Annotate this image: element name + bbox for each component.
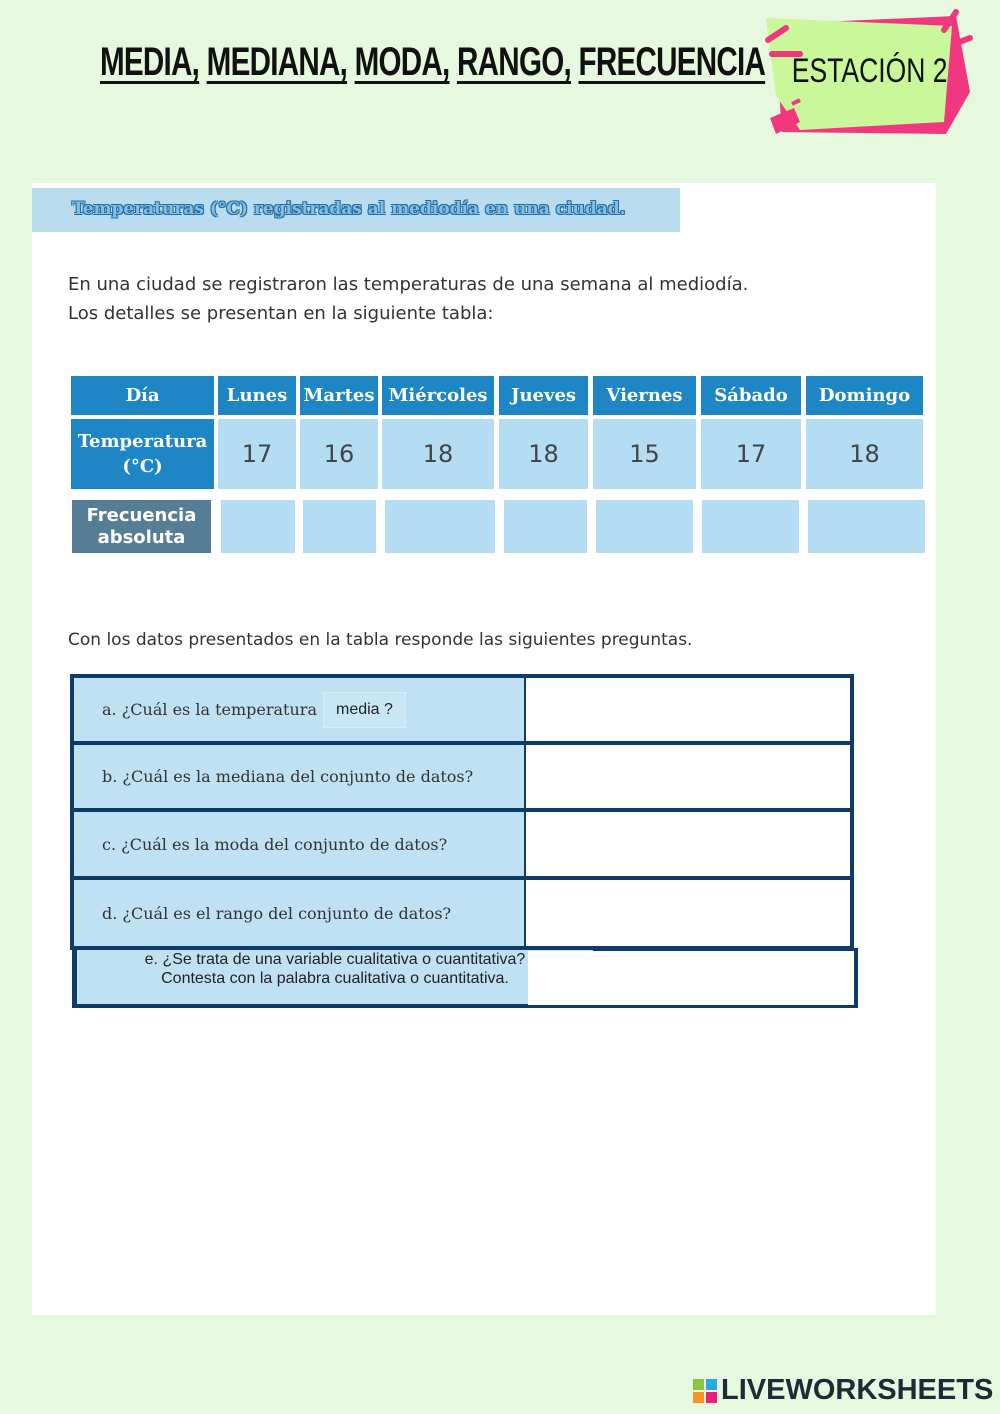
header-day: Martes	[300, 376, 378, 415]
liveworksheets-logo	[693, 1374, 993, 1407]
question-c: c. ¿Cuál es la moda del conjunto de datos?	[74, 812, 524, 876]
frequency-input-viernes[interactable]	[596, 500, 693, 553]
frequency-input-miercoles[interactable]	[385, 500, 495, 553]
intro-text	[68, 270, 748, 328]
answer-input-b[interactable]	[526, 745, 850, 808]
temperature-value: 17	[701, 419, 801, 489]
question-d: d. ¿Cuál es el rango del conjunto de datos?	[74, 880, 524, 946]
question-a-text: a. ¿Cuál es la temperatura	[102, 700, 317, 719]
station-label: ESTACIÓN 2	[791, 52, 948, 90]
logo-mark-icon	[693, 1379, 717, 1403]
header-day: Domingo	[806, 376, 923, 415]
temperature-value: 18	[806, 419, 923, 489]
logo-text: LIVEWORKSHEETS	[721, 1374, 994, 1406]
station-badge	[756, 4, 976, 142]
answer-input-e[interactable]	[528, 951, 854, 1005]
header-frecuencia: Frecuencia absoluta	[72, 500, 211, 553]
temperature-value: 18	[382, 419, 494, 489]
section-banner	[32, 188, 680, 232]
title-word-media: MEDIA,	[100, 40, 200, 84]
header-dia: Día	[71, 376, 214, 415]
frequency-input-sabado[interactable]	[702, 500, 799, 553]
question-e-line-2: Contesta con la palabra cualitativa o cuantitativa.	[161, 970, 509, 987]
intro-line-1: En una ciudad se registraron las temperaturas de una semana al mediodía.	[68, 274, 749, 295]
questions-prompt: Con los datos presentados en la tabla responde las siguientes preguntas.	[68, 630, 693, 650]
temperature-value: 15	[593, 419, 696, 489]
title-word-mediana: MEDIANA,	[206, 40, 348, 84]
header-day: Lunes	[218, 376, 296, 415]
answer-input-d[interactable]	[526, 880, 850, 946]
banner-title: Temperaturas (°C) registradas al mediodía en una ciudad.	[72, 199, 626, 219]
frequency-input-jueves[interactable]	[504, 500, 587, 553]
intro-line-2: Los detalles se presentan en la siguiente tabla:	[68, 303, 494, 324]
answer-input-c[interactable]	[526, 812, 850, 876]
question-a	[74, 678, 524, 741]
header-day: Miércoles	[382, 376, 494, 415]
question-e-line-1: e. ¿Se trata de una variable cualitativa o cuantitativa?	[144, 951, 526, 968]
page-title	[100, 40, 765, 85]
frequency-input-martes[interactable]	[303, 500, 376, 553]
temperature-value: 17	[218, 419, 296, 489]
temperature-value: 18	[499, 419, 588, 489]
header-temperatura: Temperatura (°C)	[71, 419, 214, 489]
title-word-rango: RANGO,	[457, 40, 571, 84]
question-e	[77, 950, 593, 1004]
frequency-input-lunes[interactable]	[221, 500, 295, 553]
title-word-frecuencia: FRECUENCIA	[578, 40, 766, 84]
answer-input-a[interactable]	[526, 678, 850, 741]
frequency-input-domingo[interactable]	[808, 500, 925, 553]
measure-select[interactable]: media ?	[323, 692, 406, 728]
questions-table	[70, 674, 854, 950]
title-word-moda: MODA,	[354, 40, 450, 84]
header-day: Sábado	[701, 376, 801, 415]
temperature-value: 16	[300, 419, 378, 489]
header-day: Viernes	[593, 376, 696, 415]
question-e-row	[72, 948, 858, 1008]
header-day: Jueves	[499, 376, 588, 415]
question-b: b. ¿Cuál es la mediana del conjunto de datos?	[74, 745, 524, 808]
